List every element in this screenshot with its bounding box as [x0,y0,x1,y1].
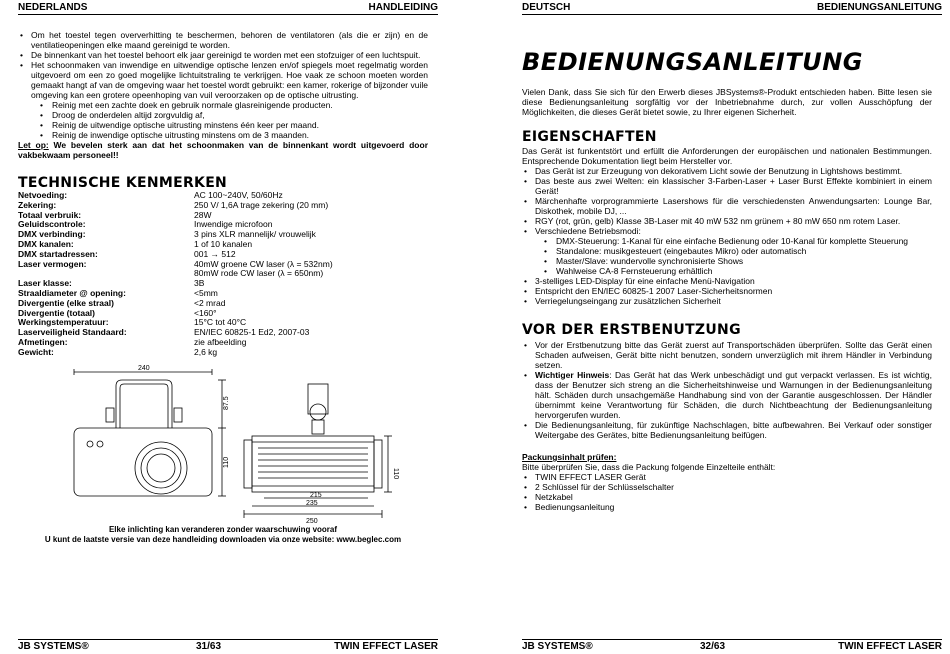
spec-value: 40mW groene CW laser (λ = 532nm) [194,258,333,269]
package-contents-list [522,472,932,512]
intro-paragraph [522,87,932,117]
dim-height-bracket: 87.5 [223,396,230,410]
list-item: • Verriegelungseingang zur zusätzlichen Sicherheit [522,296,932,306]
dim-250: 250 [306,518,318,525]
package-contents-section [522,452,932,512]
page-header [18,2,438,15]
spec-label: DMX verbinding: [18,229,86,240]
cleaning-warning [18,140,428,160]
spec-value: 3 pins XLR mannelijk/ vrouwelijk [194,229,316,240]
features-intro: Das Gerät ist funkentstört und erfüllt die Anforderungen der europäischen und nationalen Bestimmungen. Entsprechende Dokumentation liegt beim Hersteller vor. [522,146,932,166]
header-language: NEDERLANDS [18,2,88,13]
spec-value: 3B [194,278,205,289]
list-item: • Bedienungsanleitung [522,502,932,512]
package-contents-intro: Bitte überprüfen Sie, dass die Packung folgende Einzelteile enthält: [522,462,776,472]
list-item: • Reinig de uitwendige optische uitrusting minstens één keer per maand. [18,120,428,130]
spec-value: 1 of 10 kanalen [194,238,253,249]
spec-label: Werkingstemperatuur: [18,317,109,328]
header-section: HANDLEIDING [368,2,438,13]
spec-label: Divergentie (totaal) [18,307,95,318]
footer-page-number: 32/63 [700,641,726,652]
spec-value: 2,6 kg [194,346,218,357]
page-header [522,2,942,15]
before-use-section [522,340,932,440]
laser-dimension-drawing [58,364,398,524]
footer-brand: JB SYSTEMS® [18,641,89,652]
spec-value: <160° [194,307,217,318]
list-item: • TWIN EFFECT LASER Gerät [522,472,932,482]
spec-value: AC 100~240V, 50/60Hz [194,190,283,200]
important-text: : Das Gerät hat das Werk unbeschädigt und gut verpackt verlassen. Es ist wichtig, dass der Benutzer sich streng an die Sicherheitshinweise und Warnungen in der Bedienungsanleitung hält. Schäden durch unsachgemäße Handhabung sind von der Garantie ausgeschlossen. Der Händler übernimmt keine Verantwortung für Schäden, die durch Nichtbeachtung der Bedienungsanleitung hervorgerufen wurden. [535,370,933,420]
list-item: • Die Bedienungsanleitung, für zukünftige Nachschlagen, bitte aufbewahren. Bei Verkauf oder sonstiger Weitergabe des Gerätes, bitte Bedienungsanleitung beifügen. [522,420,932,440]
notice-change: Elke inlichting kan veranderen zonder waarschuwing vooraf [108,525,338,534]
list-item: • 2 Schlüssel für der Schlüsselschalter [522,482,932,492]
spec-row [18,338,333,348]
dim-215: 215 [310,492,322,499]
header-section: BEDIENUNGSANLEITUNG [816,2,942,13]
list-item: • Reinig met een zachte doek en gebruik normale glasreinigende producten. [18,100,428,110]
spec-table [18,191,333,358]
tech-specs [18,191,428,358]
spec-value: Inwendige microfoon [194,219,273,230]
spec-label: Afmetingen: [18,336,68,347]
spec-value: EN/IEC 60825-1 Ed2, 2007-03 [194,327,310,338]
list-item: • RGY (rot, grün, gelb) Klasse 3B-Laser mit 40 mW 532 nm grünem + 80 mW 650 nm rotem Laser. [522,216,932,226]
warning-text: We bevelen sterk aan dat het schoonmaken van de binnenkant wordt uitgevoerd door vakbekwaam personeel!! [18,140,429,160]
footer-product: TWIN EFFECT LASER [838,641,942,652]
features-list [522,166,932,306]
spec-label: Zekering: [18,199,57,210]
footer-product: TWIN EFFECT LASER [334,641,438,652]
features-section [522,146,932,306]
footer-page-number: 31/63 [196,641,222,652]
spec-label: Straaldiameter @ opening: [18,287,126,298]
tech-specs-heading: TECHNISCHE KENMERKEN [18,175,228,191]
spec-value: <2 mrad [194,297,226,308]
maintenance-section [18,30,428,160]
maintenance-list [18,30,428,140]
spec-label: Laserveiligheid Standaard: [18,327,127,338]
intro-text: Vielen Dank, dass Sie sich für den Erwerb dieses JBSystems®-Produkt entschieden haben. Bitte lesen sie diese Bedienungsanleitung sorgfältig vor der Inbetriebnahme durch, zur vollen Ausschöpfung der Möglichkeiten, die dieses Gerät bietet sowie, zu Ihrer eigenen Sicherheit. [522,87,932,117]
list-item: • Entspricht den EN/IEC 60825-1 2007 Laser-Sicherheitsnormen [522,286,932,296]
list-item: • Om het toestel tegen oververhitting te beschermen, behoren de ventilatoren (als die er zijn) en de ventilatieopeningen elke maand gereinigd te worden. [18,30,428,50]
list-item: • Het schoonmaken van inwendige en uitwendige optische lenzen en/of spiegels moet regelmatig worden uitgevoerd om een zo goed mogelijke lichtuitstraling te verkrijgen. Hoe vaak ze schoon moeten worden gemaakt hangt af van de omgeving waar het toestel wordt gebruikt: een kamer, rokerige of bijzonder vuile omgeving kan een grotere opeenhoping van vuil veroorzaken op de optische uitrusting. [18,60,428,100]
list-item: • Das beste aus zwei Welten: ein klassischer 3-Farben-Laser + Laser Burst Effekte kombiniert in einem Gerät! [522,176,932,196]
dim-235: 235 [306,500,318,507]
spec-label: Totaal verbruik: [18,209,82,220]
dim-width-front: 240 [138,365,150,372]
list-item: • Das Gerät ist zur Erzeugung von dekorativem Licht sowie der Benutzung in Lightshows bestimmt. [522,166,932,176]
dimension-drawing [58,364,398,524]
page-footer [18,639,438,652]
document-title: BEDIENUNGSANLEITUNG [522,48,863,76]
list-item: • Verschiedene Betriebsmodi: [522,226,932,236]
spec-label: Divergentie (elke straal) [18,297,114,308]
footer-brand: JB SYSTEMS® [522,641,593,652]
page-footer [522,639,942,652]
list-item: • Reinig de inwendige optische uitrusting minstens om de 3 maanden. [18,130,428,140]
page-left [18,0,438,654]
spec-label: Laser klasse: [18,278,72,289]
spec-row [18,348,333,358]
spec-label: Netvoeding: [18,190,68,200]
features-heading: EIGENSCHAFTEN [522,129,657,145]
spec-value: 250 V/ 1,6A trage zekering (20 mm) [194,199,329,210]
warning-label: Let op: [18,140,49,150]
important-label: Wichtiger Hinweis [535,370,610,380]
before-use-heading: VOR DER ERSTBENUTZUNG [522,322,741,338]
list-item: • Wahlweise CA-8 Fernsteuerung erhältlich [522,266,932,276]
list-item: • De binnenkant van het toestel behoort elk jaar gereinigd te worden met een stofzuiger of een luchtspuit. [18,50,428,60]
package-contents-heading: Packungsinhalt prüfen: [522,452,617,462]
list-item: • Märchenhafte vorprogrammierte Lasershows für die verschiedensten Anwendungsarten: Lounge Bar, Diskothek, mobile DJ, ... [522,196,932,216]
list-item: • Netzkabel [522,492,932,502]
page-right [522,0,942,654]
header-language: DEUTSCH [522,2,571,13]
list-item: • Standalone: musikgesteuert (eingebautes Mikro) oder automatisch [522,246,932,256]
before-use-list [522,340,932,440]
spec-label: Geluidscontrole: [18,219,86,230]
list-item [522,370,932,420]
spec-value: 80mW rode CW laser (λ = 650nm) [194,268,324,279]
spec-value: <5mm [194,287,218,298]
spec-value: 001 → 512 [194,248,236,259]
spec-label: Laser vermogen: [18,258,87,269]
list-item: • Droog de onderdelen altijd zorgvuldig af, [18,110,428,120]
spec-value: zie afbeelding [194,336,247,347]
list-item: • 3-stelliges LED-Display für eine einfache Menü-Navigation [522,276,932,286]
list-item: • Master/Slave: wundervolle synchronisierte Shows [522,256,932,266]
spec-label: Gewicht: [18,346,54,357]
list-item: • Vor der Erstbenutzung bitte das Gerät zuerst auf Transportschäden überprüfen. Sollte das Gerät einen Schaden aufweisen, Gerät bitte nicht benutzen, sondern unverzüglich mit ihrem Händler in Verbindung setzen. [522,340,932,370]
spec-value: 15°C tot 40°C [194,317,247,328]
spec-label: DMX kanalen: [18,238,74,249]
spec-label: DMX startadressen: [18,248,98,259]
list-item: • DMX-Steuerung: 1-Kanal für eine einfache Bedienung oder 10-Kanal für komplette Steuerung [522,236,932,246]
notice-download: U kunt de laatste versie van deze handleiding downloaden via onze website: www.beglec.com [44,535,402,544]
dim-height-front: 110 [223,456,230,468]
spec-value: 28W [194,209,212,220]
dim-height-side: 110 [392,468,399,480]
